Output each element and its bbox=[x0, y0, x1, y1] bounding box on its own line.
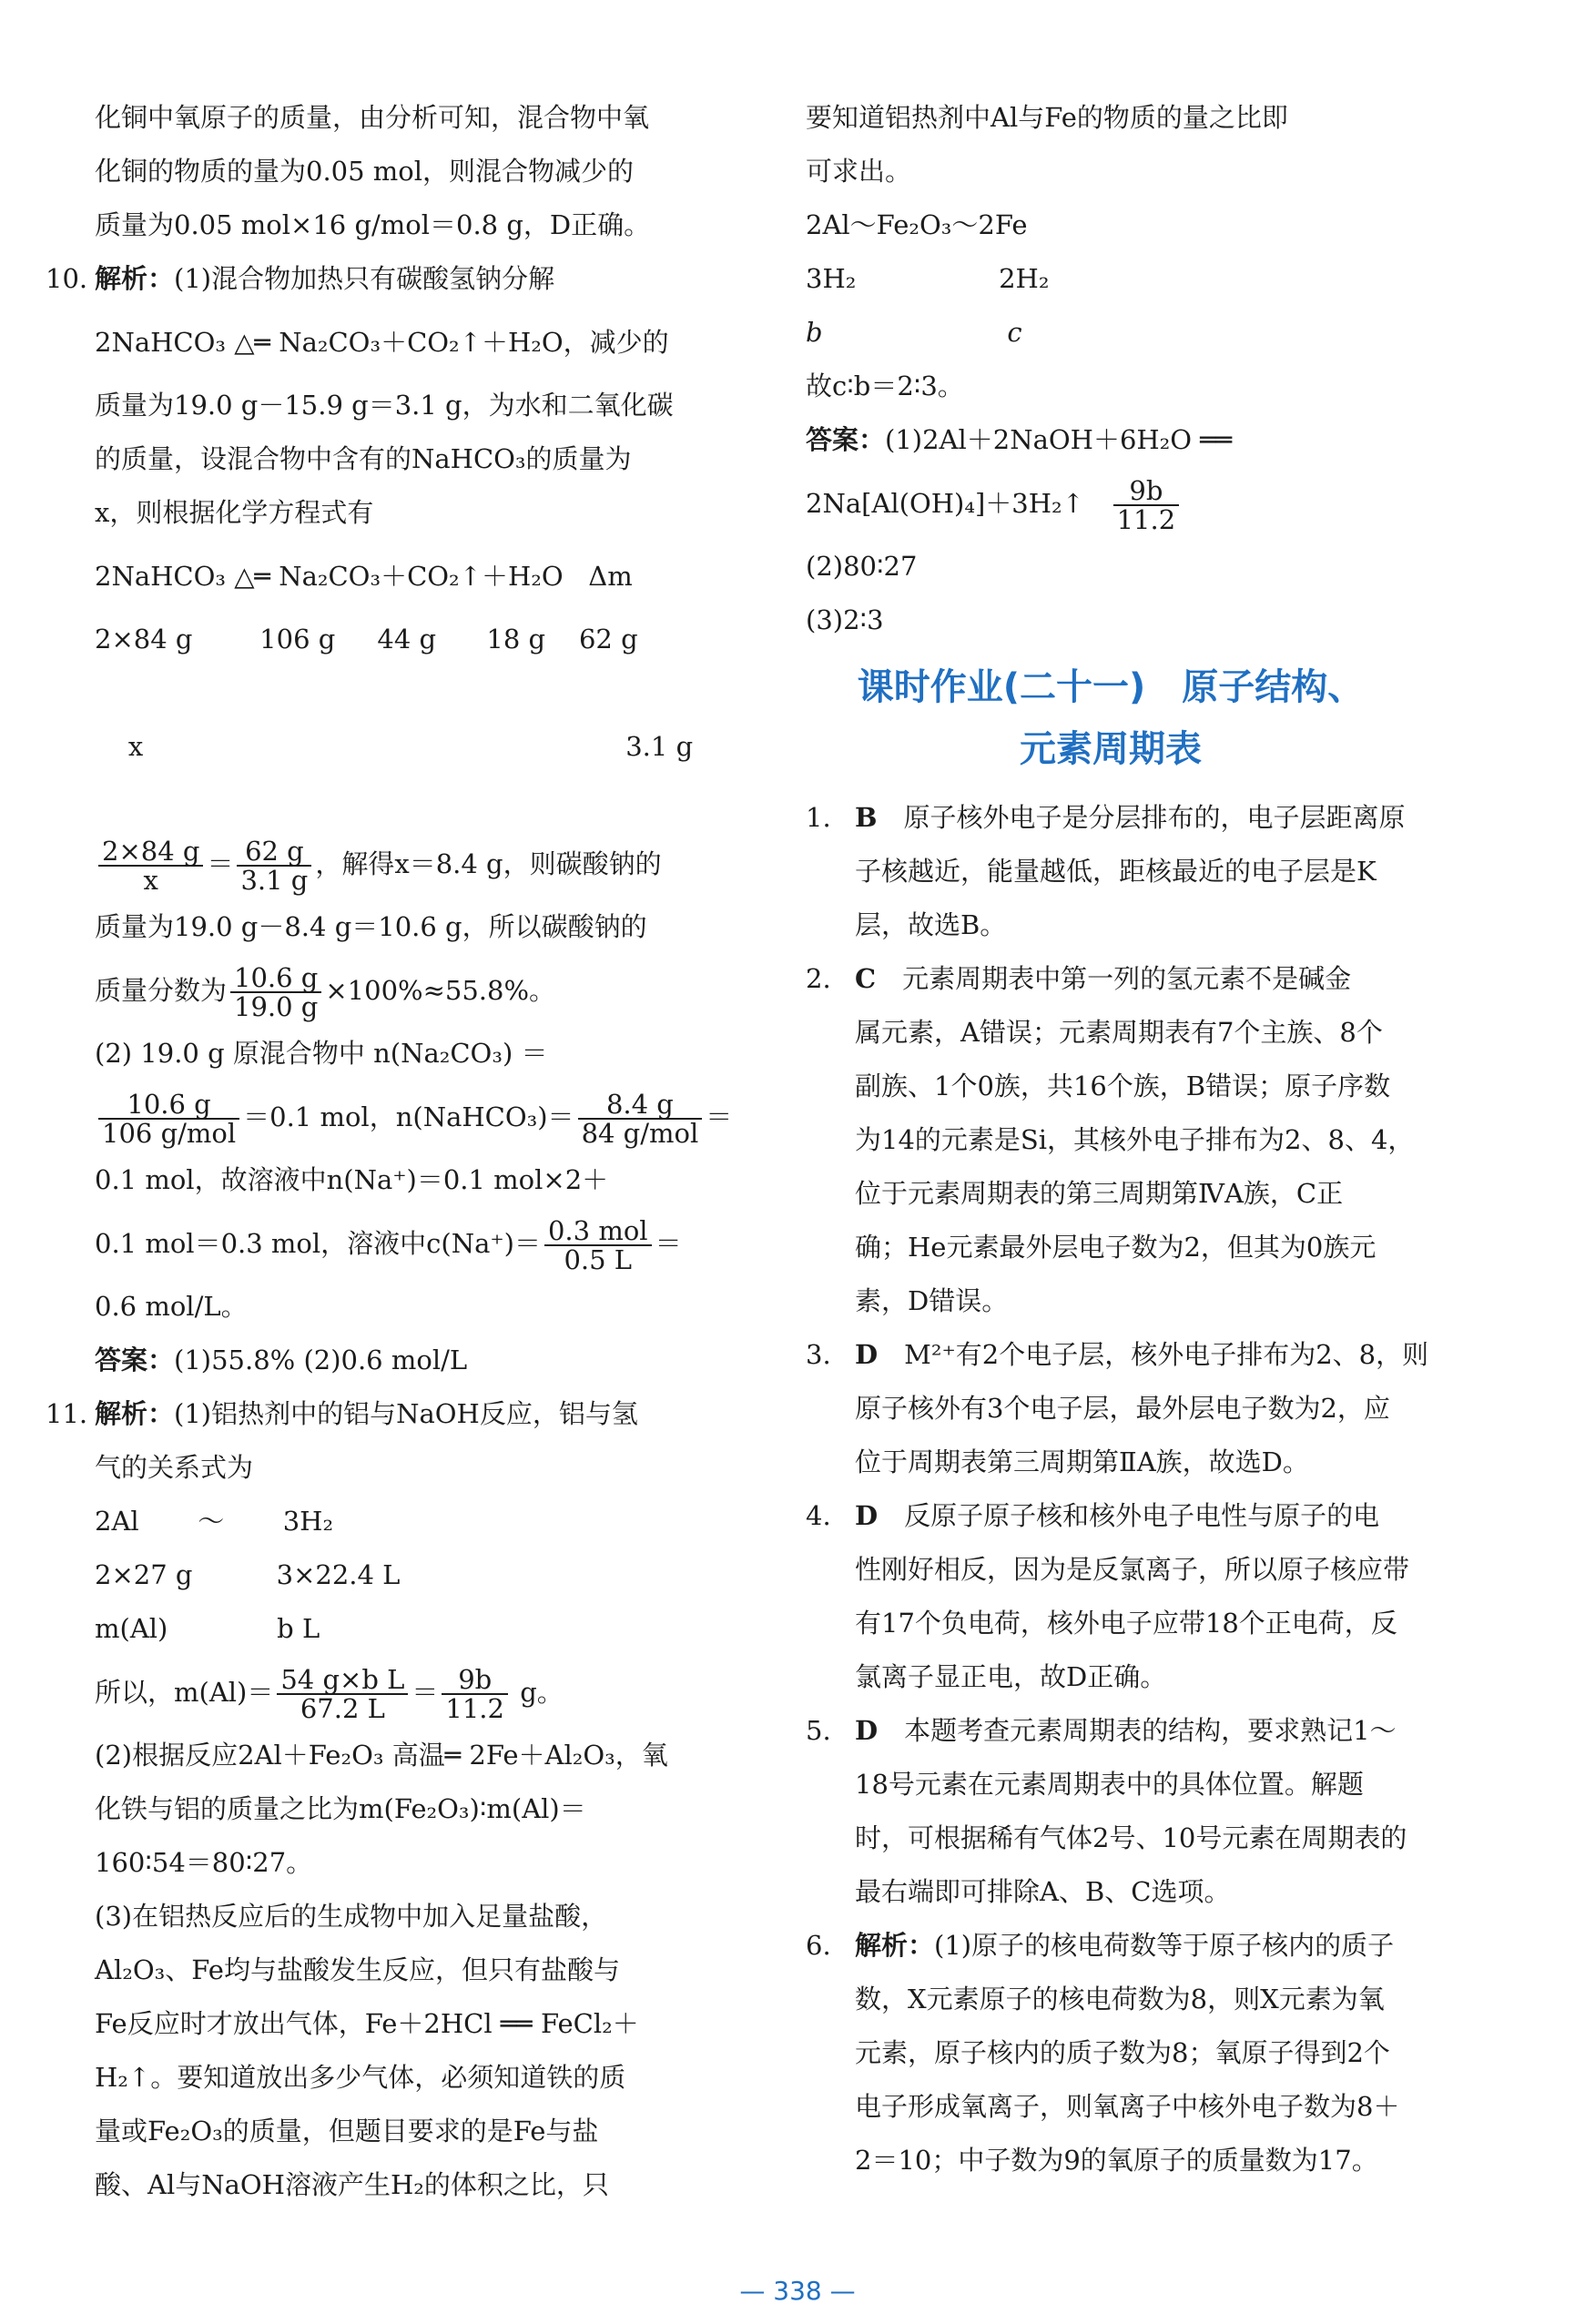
analysis-label: 解析： bbox=[855, 1930, 935, 1961]
analysis-label: 解析： bbox=[95, 263, 175, 294]
text-line: (2)80∶27 bbox=[806, 551, 918, 582]
page-number: — 338 — bbox=[739, 2276, 856, 2306]
fraction: $\frac{8.4 g}{\text{84 g/mol}}$ bbox=[578, 1091, 703, 1147]
fraction: $\frac{10.6 g}{19.0 g}$ bbox=[230, 964, 321, 1020]
answer-line: 答案：(1)2Al＋2NaOH＋6H₂O ══ bbox=[806, 424, 1233, 455]
item-4: 4. D 反原子原子核和核外电子电性与原子的电 bbox=[806, 1500, 1380, 1531]
fraction-line: 质量分数为 $\frac{10.6 g}{19.0 g}$ ×100%≈55.8%。 bbox=[95, 962, 556, 1022]
text-line: 层，故选B。 bbox=[855, 909, 1007, 940]
text-line: 0.6 mol/L。 bbox=[95, 1291, 248, 1322]
text-line: 电子形成氧离子，则氧离子中核外电子数为8＋ bbox=[855, 2091, 1400, 2122]
text-line: 时，可根据稀有气体2号、10号元素在周期表的 bbox=[855, 1822, 1407, 1853]
text-line: (1)混合物加热只有碳酸氢钠分解 bbox=[174, 263, 555, 294]
text-line: 质量为19.0 g－8.4 g＝10.6 g，所以碳酸钠的 bbox=[95, 911, 647, 942]
fraction-line: 2Na[Al(OH)₄]＋3H₂↑ $\frac{9b}{11.2}$ bbox=[806, 467, 1416, 540]
text-line: 化铜中氧原子的质量，由分析可知，混合物中氧 bbox=[95, 102, 650, 133]
equation-line: (2)根据反应2Al＋Fe₂O₃ 高温═ 2Fe＋Al₂O₃，氧 bbox=[95, 1740, 668, 1771]
variable-x: x bbox=[127, 731, 144, 762]
fraction: $\frac{2\times 84 g}{x}$ bbox=[98, 837, 203, 894]
equation-line: 2Al ～ 3H₂ bbox=[95, 1506, 334, 1537]
text-line: 0.1 mol，故溶液中n(Na⁺)＝0.1 mol×2＋ bbox=[95, 1164, 609, 1195]
text-line: 子核越近，能量越低，距核最近的电子层是K bbox=[855, 856, 1377, 887]
text-line: 160∶54＝80∶27。 bbox=[95, 1847, 313, 1878]
text-line: 氯离子显正电，故D正确。 bbox=[855, 1661, 1167, 1692]
text-line: 质量为19.0 g－15.9 g＝3.1 g，为水和二氧化碳 bbox=[95, 390, 674, 421]
question-11: 11. 解析：(1)铝热剂中的铝与NaOH反应，铝与氢 bbox=[46, 1387, 694, 1441]
text-line: 质量为0.05 mol×16 g/mol＝0.8 g，D正确。 bbox=[95, 209, 651, 240]
value-text: 3.1 g bbox=[625, 731, 694, 762]
equation-line: 2NaHCO₃ △═ Na₂CO₃＋CO₂↑＋H₂O Δm bbox=[95, 561, 633, 592]
text-line: H₂↑。要知道放出多少气体，必须知道铁的质 bbox=[95, 2062, 626, 2093]
question-10 bbox=[46, 252, 694, 306]
fraction-line: 0.1 mol＝0.3 mol，溶液中c(Na⁺)＝ $\frac{\text{0.3 mol}}{0.5 L}$ ＝ bbox=[95, 1215, 682, 1275]
text-line: 可求出。 bbox=[806, 156, 912, 187]
answer-label: 答案： bbox=[95, 1345, 175, 1375]
item-6: 6. 解析：(1)原子的核电荷数等于原子核内的质子 bbox=[806, 1930, 1395, 1961]
equation-line: 2×27 g 3×22.4 L bbox=[95, 1559, 401, 1590]
text-line: 原子核外有3个电子层，最外层电子数为2，应 bbox=[855, 1393, 1390, 1424]
fraction: $\frac{9b}{11.2}$ bbox=[442, 1666, 508, 1722]
item-1: 1. B 原子核外电子是分层排布的，电子层距离原 bbox=[806, 802, 1406, 833]
item-5: 5. D 本题考查元素周期表的结构，要求熟记1～ bbox=[806, 1715, 1397, 1746]
answer-label: 答案： bbox=[806, 424, 886, 455]
text-line: 副族、1个0族，共16个族，B错误；原子序数 bbox=[855, 1071, 1391, 1101]
fraction: $\frac{10.6 g}{\text{106 g/mol}}$ bbox=[98, 1091, 239, 1147]
equation-line: 2Al～Fe₂O₃～2Fe bbox=[806, 209, 1028, 240]
fraction: $\frac{\text{0.3 mol}}{0.5 L}$ bbox=[544, 1217, 652, 1274]
text-line: 确；He元素最外层电子数为2，但其为0族元 bbox=[855, 1232, 1377, 1263]
equation-line: 3H₂ 2H₂ bbox=[806, 263, 1050, 294]
answer-choice: C bbox=[855, 963, 877, 994]
text-line: 酸、Al与NaOH溶液产生H₂的体积之比，只 bbox=[95, 2169, 609, 2200]
section-title-line: 元素周期表 bbox=[1020, 728, 1202, 770]
answer-choice: D bbox=[855, 1339, 879, 1370]
text-line: 素，D错误。 bbox=[855, 1285, 1009, 1316]
equation-line: 2×84 g 106 g 44 g 18 g 62 g bbox=[95, 624, 638, 655]
text-line: 性刚好相反，因为是反氯离子，所以原子核应带 bbox=[855, 1554, 1410, 1585]
fraction: $\frac{62 g}{3.1 g}$ bbox=[237, 837, 311, 894]
equation-line: b c bbox=[806, 317, 1022, 348]
text-line: (3)在铝热反应后的生成物中加入足量盐酸， bbox=[95, 1901, 608, 1932]
equation-line bbox=[46, 666, 694, 827]
text-line: x，则根据化学方程式有 bbox=[95, 497, 374, 528]
text-line: 属元素，A错误；元素周期表有7个主族、8个 bbox=[855, 1017, 1383, 1048]
text-line: 故c∶b＝2∶3。 bbox=[806, 370, 964, 401]
text-line: 的质量，设混合物中含有的NaHCO₃的质量为 bbox=[95, 443, 632, 474]
fraction-line: $\frac{2\times 84 g}{x}$ ＝ $\frac{62 g}{3.1 g}$ ，解得x＝8.4 g，则碳酸钠的 bbox=[46, 827, 694, 900]
fraction-line: 所以，m(Al)＝ $\frac{\text{54 g×b L}}{67.2 L}$ ＝ $\frac{9b}{11.2}$ g。 bbox=[95, 1664, 564, 1724]
analysis-label: 解析： bbox=[95, 1398, 175, 1429]
text-line: 有17个负电荷，核外电子应带18个正电荷，反 bbox=[855, 1608, 1397, 1639]
text-line: 气的关系式为 bbox=[95, 1452, 254, 1483]
text-line: 元素，原子核内的质子数为8；氧原子得到2个 bbox=[855, 2037, 1390, 2068]
text-line: 2＝10；中子数为9的氧原子的质量数为17。 bbox=[855, 2145, 1378, 2176]
section-title-line: 课时作业(二十一) 原子结构、 bbox=[857, 666, 1365, 708]
text-line: Fe反应时才放出气体，Fe＋2HCl ══ FeCl₂＋ bbox=[95, 2008, 639, 2039]
fraction-line: $\frac{10.6 g}{\text{106 g/mol}}$ ＝0.1 mol，n(NaHCO₃)＝ $\frac{8.4 g}{\text{84 g/mol}}$ ＝ bbox=[46, 1081, 694, 1153]
section-title bbox=[806, 656, 1416, 780]
answer-choice: D bbox=[855, 1715, 879, 1746]
item-3: 3. D M²⁺有2个电子层，核外电子排布为2、8，则 bbox=[806, 1339, 1429, 1370]
right-column bbox=[806, 91, 1429, 2187]
text-line: 化铜的物质的量为0.05 mol，则混合物减少的 bbox=[95, 156, 635, 187]
answer-choice: B bbox=[855, 802, 878, 833]
text-line: 位于元素周期表的第三周期第ⅣA族，C正 bbox=[855, 1178, 1344, 1209]
answer-choice: D bbox=[855, 1500, 879, 1531]
fraction: $\frac{9b}{11.2}$ bbox=[1113, 477, 1180, 533]
answer-line: 答案：(1)55.8% (2)0.6 mol/L bbox=[95, 1345, 468, 1375]
text-line: 化铁与铝的质量之比为m(Fe₂O₃)∶m(Al)＝ bbox=[95, 1793, 586, 1824]
equation-line: 2NaHCO₃ △═ Na₂CO₃＋CO₂↑＋H₂O，减少的 bbox=[95, 327, 669, 358]
text-line: (3)2∶3 bbox=[806, 604, 884, 635]
left-column bbox=[46, 91, 733, 2212]
item-2: 2. C 元素周期表中第一列的氢元素不是碱金 bbox=[806, 963, 1352, 994]
text-line: Al₂O₃、Fe均与盐酸发生反应，但只有盐酸与 bbox=[95, 1954, 620, 1985]
question-number: 10. bbox=[46, 263, 88, 294]
text-line: 最右端即可排除A、B、C选项。 bbox=[855, 1876, 1231, 1907]
text-line: 量或Fe₂O₃的质量，但题目要求的是Fe与盐 bbox=[95, 2116, 599, 2146]
fraction: $\frac{\text{54 g×b L}}{67.2 L}$ bbox=[277, 1666, 408, 1722]
text-line: 18号元素在元素周期表中的具体位置。解题 bbox=[855, 1769, 1364, 1800]
text-line: 为14的元素是Si，其核外电子排布为2、8、4， bbox=[855, 1124, 1415, 1155]
equation-line: m(Al) b L bbox=[95, 1613, 320, 1644]
question-number: 11. bbox=[46, 1398, 88, 1429]
text-line: 数，X元素原子的核电荷数为8，则X元素为氧 bbox=[855, 1984, 1385, 2014]
text-line: 要知道铝热剂中Al与Fe的物质的量之比即 bbox=[806, 102, 1288, 133]
text-line: 位于周期表第三周期第ⅡA族，故选D。 bbox=[855, 1446, 1309, 1477]
text-line: (2) 19.0 g 原混合物中 n(Na₂CO₃) ＝ bbox=[95, 1038, 548, 1069]
